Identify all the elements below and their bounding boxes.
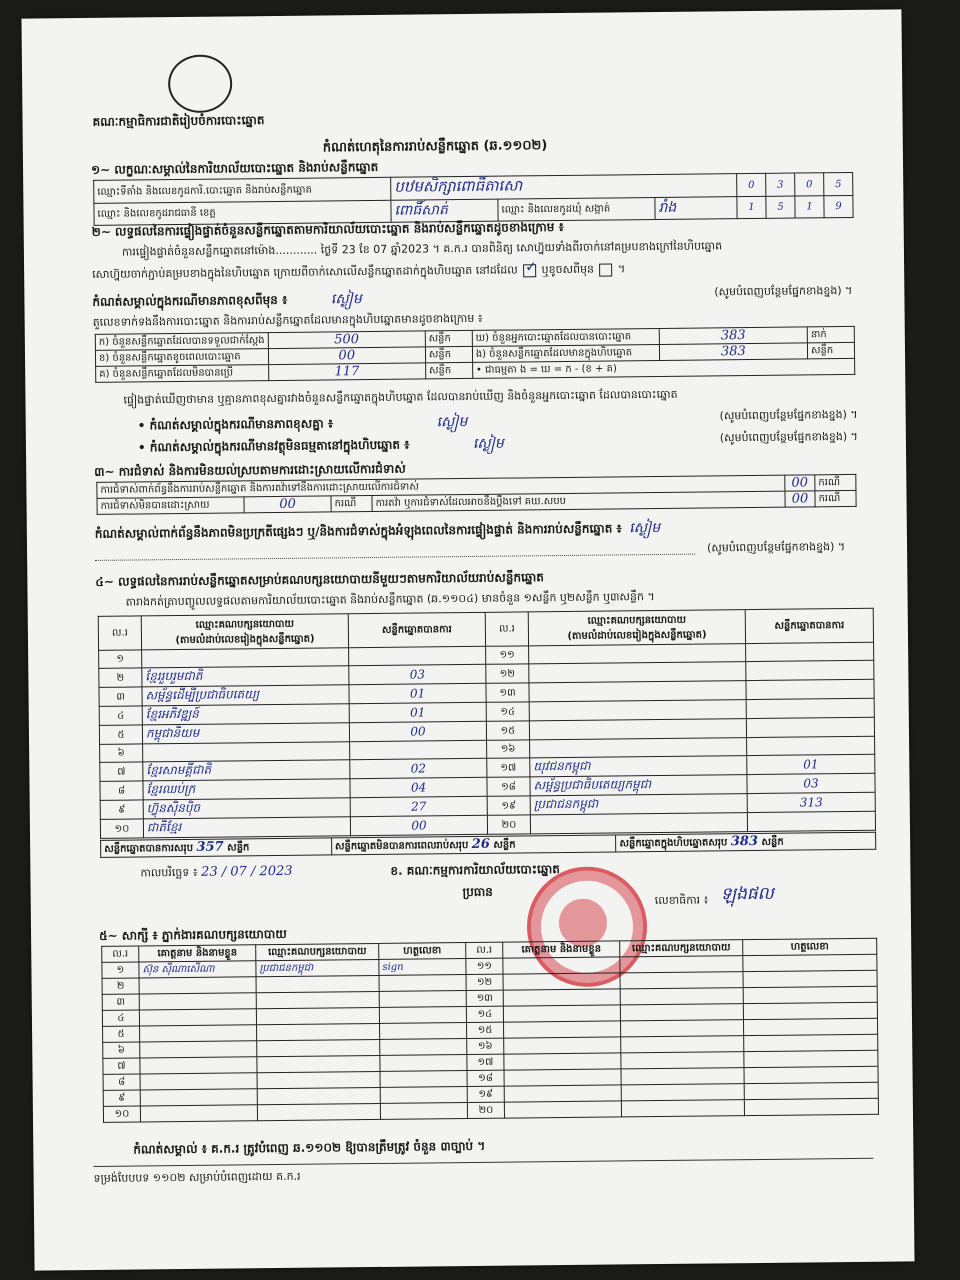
voters-value: 383 [659,327,807,345]
party-name: ខ្មែររួបរួមជាតិ [142,666,349,687]
party-votes [746,717,874,737]
appeal-value: 00 [785,491,815,507]
party-votes: 27 [350,796,487,816]
commune-label: ឈ្មោះ និងលេខកូដឃុំ សង្កាត់ [498,198,655,222]
witness-party [257,1023,380,1040]
witness-name [140,1105,257,1122]
section3-title: ៣~ ការជំទាស់ និងការមិនយល់ស្របតាមការដោះស្រាយលើការជំទាស់ [94,461,406,479]
section5-title: ៥~ សាក្សី ៖ ភ្នាក់ងារគណបក្សនយោបាយ [99,926,287,943]
witness-signature [380,1055,467,1072]
party-name: សម្ព័ន្ធដើម្បីប្រជាធិបតេយ្យ [142,685,349,706]
witness-name [140,1057,257,1074]
party-name: ហ៊្វុនស៊ិនប៉ិច [143,798,350,819]
witness-party [257,1087,380,1104]
section1-title: ១~ លក្ខណៈសម្គាល់នៃការិយាល័យបោះឆ្នោត និងរាប់សន្លឹកឆ្នោត [90,159,379,177]
col-no: ល.រ [102,946,139,962]
witness-signature [743,1002,877,1019]
row-number: ៥ [103,1026,140,1042]
total-valid: សន្លឹកឆ្នោតបានការសរុប 357 សន្លឹក [101,838,332,857]
verification-line1: ការផ្ទៀងផ្ទាត់ចំនួនសន្លឹកឆ្នោតនៅម៉ោង............ ថ្ងៃទី 23 ខែ 07 ឆ្នាំ2023 ។ គ.ក.រ បានពិនិត្យ សោហ្វ៊ុយទាំងពីរចាក់នៅគម្របខាងក្រៅនៃហិបឆ្នោត [121,239,723,259]
party-votes [746,679,874,699]
col-sign: ហត្ថលេខា [379,943,466,960]
province-code-digit: 1 [737,196,766,218]
party-votes: 00 [350,815,487,835]
row-number: ៤ [99,706,142,725]
col-no: ល.រ [98,616,141,650]
row-number: ២ [99,668,142,687]
location-value: បឋមសិក្សាពោធិ៍តាសោ [391,174,737,201]
witness-party [257,1071,380,1088]
party-name: ប្រជាជនកម្ពុជា [530,794,747,815]
witness-party: ប្រជាជនកម្ពុជា [256,959,379,976]
col-party: ឈ្មោះគណបក្សនយោបាយ [256,943,379,960]
party-votes [747,811,875,831]
witness-signature [380,1039,467,1056]
unchanged-checkbox[interactable]: ✓ [523,264,536,277]
row-number: ១៩ [487,796,530,815]
row-number: ៩ [103,1090,140,1106]
difference-note-value: ស្ងៀម [330,291,362,308]
row-number: ១៦ [467,1038,504,1054]
row-number: ២ [102,978,139,994]
unresolved-label: ការជំទាស់មិនបានដោះស្រាយ [97,497,244,515]
appeal-label: ការតវ៉ា ឬការជំទាស់ដែលអាចនឹងប្តឹងទៅ គឃ.សបប [372,491,785,511]
location-code-digit: 5 [824,172,853,195]
results-table [98,608,876,839]
party-votes: 02 [350,758,487,778]
bullet2: • កំណត់សម្គាល់ក្នុងករណីមានវត្ថុមិនធម្មតានៅក្នុងហិបឆ្នោត ៖ ស្ងៀម (សូមបំពេញបន្ថែមផ្នែកខាងខ្នង) ។ [137,429,858,455]
col-party: ឈ្មោះគណបក្សនយោបាយ (តាមលំដាប់លេខរៀងក្នុងសន្លឹកឆ្នោត) [528,610,745,646]
footer-note: កំណត់សម្គាល់ ៖ គ.ក.រ ត្រូវបំពេញ ឆ.១១០២ ឱ្យបានត្រឹមត្រូវ ចំនួន ៣ច្បាប់ ។ [133,1138,486,1157]
row-number: ៨ [103,1074,140,1090]
row-number: ១៥ [486,721,529,740]
irregularity-note: កំណត់សម្គាល់ពាក់ព័ន្ធនឹងភាពមិនប្រក្រតីផ្សេងៗ ឬ/និងការជំទាស់ក្នុងអំឡុងពេលនៃការផ្ទៀងផ្ទាត់ និងការរាប់សន្លឹកឆ្នោត ៖ ស្ងៀម [94,519,661,541]
unit: ករណី [331,495,372,511]
witness-name [504,1069,621,1086]
chair-label: ប្រធាន [462,884,493,900]
witness-name [140,1073,257,1090]
bullet1: • កំណត់សម្គាល់ក្នុងករណីមានភាពខុសគ្នា ៖ ស្ងៀម (សូមបំពេញបន្ថែមផ្នែកខាងខ្នង) ។ [137,407,858,433]
party-name [529,644,746,664]
row-number: ១១ [486,646,529,664]
form-reference: ទម្រង់បែបបទ ១១០២ សម្រាប់បំពេញដោយ គ.ក.រ [93,1169,301,1185]
row-number: ៨ [100,781,143,800]
spoiled-label: ខ) ចំនួនសន្លឹកឆ្នោតខូចពេលបោះឆ្នោត [95,349,268,367]
party-votes: 04 [350,777,487,797]
witness-party [620,1004,743,1021]
changed-checkbox[interactable] [599,263,612,276]
in-box-label: ង) ចំនួនសន្លឹកឆ្នោតដែលមានក្នុងហិបឆ្នោត [472,344,659,362]
witness-party [620,956,743,973]
party-votes: 03 [349,664,486,684]
col-no: ល.រ [485,612,528,646]
results-body [99,642,876,838]
witness-party [256,1007,379,1024]
committee-label: ខ. គណៈកម្មការការិយាល័យបោះឆ្នោត [390,862,560,878]
witness-party [257,1055,380,1072]
party-votes: 03 [747,773,875,793]
voters-label: ឃ) ចំនួនអ្នកបោះឆ្នោតដែលបានបោះឆ្នោត [472,328,659,346]
witness-signature [743,970,877,987]
witness-party [621,1052,744,1069]
irregularity-hint: (សូមបំពេញបន្ថែមផ្នែកខាងខ្នង) ។ [706,540,846,555]
location-code-digit: 0 [737,173,766,196]
witness-party [621,1068,744,1085]
received-value: 500 [268,331,425,349]
date-value: 23 / 07 / 2023 [201,863,293,880]
irregularity-note-value: ស្ងៀម [629,519,661,537]
row-number: ១៣ [466,990,503,1006]
party-votes [350,740,487,759]
witness-name [504,1021,621,1038]
witness-name [140,1025,257,1042]
party-votes: 01 [349,702,486,722]
unit: ករណី [815,490,856,506]
unused-label: គ) ចំនួនសន្លឹកឆ្នោតដែលមិនបានប្រើ [96,365,269,383]
witness-signature [744,1098,878,1115]
witness-party [621,1036,744,1053]
row-number: ៧ [103,1058,140,1074]
row-number: ១ [102,962,139,978]
col-party: ឈ្មោះគណបក្សនយោបាយ (តាមលំដាប់លេខរៀងក្នុងសន្លឹកឆ្នោត) [141,614,348,650]
unit: នាក់ [807,326,854,342]
party-name [529,662,746,683]
row-number: ៩ [100,800,143,819]
nec-logo [168,54,233,113]
witness-table [101,938,879,1123]
row-number: ១ [99,650,142,668]
total-invalid: សន្លឹកឆ្នោតមិនបានការពេលរាប់សរុប 26 សន្លឹក [331,835,616,855]
col-no: ល.រ [466,942,503,958]
party-name [530,738,747,758]
commune-value: រាំង [655,197,737,220]
location-code-digit: 0 [795,173,824,196]
witness-signature [744,1082,878,1099]
formula: • ជាធម្មតា ង = ឃ = ក - (ខ + គ) [472,358,854,378]
witness-name [504,1085,621,1102]
objections-table [96,474,856,515]
ballot-count-form [21,9,914,1270]
commune-code-digit: 9 [824,195,853,217]
row-number: ៣ [102,994,139,1010]
province-value: ពោធិ៍សាត់ [391,199,498,222]
objections-label: ការជំទាស់ពាក់ព័ន្ធនឹងការរាប់សន្លឹកឆ្នោត និងការតវ៉ាទៅនឹងការដោះស្រាយលើការជំទាស់ [97,475,785,498]
party-votes: 00 [349,721,486,741]
witness-signature [379,975,466,992]
witness-signature: sign [379,959,466,976]
date-line: កាលបរិច្ឆេទ ៖ 23 / 07 / 2023 [140,863,293,880]
witness-signature [744,1050,878,1067]
unit: សន្លឹក [807,342,854,358]
row-number: ១៨ [467,1070,504,1086]
witness-signature [379,991,466,1008]
witness-name [504,1053,621,1070]
witness-name [140,1089,257,1106]
witness-name [504,1101,621,1118]
party-name [529,700,746,721]
party-name [143,742,350,762]
unit: សន្លឹក [425,330,472,346]
row-number: ១៨ [487,777,530,796]
party-name [142,648,349,668]
results-intro: តារាងកត់ត្រាបញ្ចូលលទ្ធផលតាមការិយាល័យបោះឆ្នោត និងរាប់សន្លឹកឆ្នោត (ឆ.១១០៤) មានចំនួន ១សន្លឹក ឬ២សន្លឹក ឬ៣សន្លឹក ។ [125,590,655,609]
party-name: យុវជនកម្ពុជា [530,756,747,777]
row-number: ៤ [102,1010,139,1026]
row-number: ៦ [103,1042,140,1058]
unit: សន្លឹក [425,346,472,362]
row-number: ១៣ [486,683,529,702]
verification-line2: សោហ្វ៊ុយចាក់ភ្ជាប់គម្របខាងក្នុងនៃហិបឆ្នោត ក្រោយពីចាក់សោលើសន្លឹកឆ្នោតដាក់ក្នុងហិបឆ្នោត នៅដដែល ✓ ឬខូចសពីមុន ។ [92,258,626,281]
party-votes [746,642,874,661]
row-number: ១៦ [487,740,530,758]
witness-signature [744,1066,878,1083]
section1-table [93,172,853,226]
location-code-digit: 3 [766,173,795,196]
witness-party [257,1103,380,1120]
row-number: ៦ [100,744,143,762]
party-name: ជាតិខ្មែរ [143,817,350,838]
party-votes [747,736,875,755]
row-number: ១៧ [487,758,530,777]
witness-name [503,973,620,990]
institution-name: គណៈកម្មាធិការជាតិរៀបចំការបោះឆ្នោត [92,113,265,129]
row-number: ១១ [466,958,503,974]
witness-signature [380,1103,467,1120]
witness-name [139,993,256,1010]
spoiled-value: 00 [268,347,425,365]
row-number: ១២ [486,664,529,683]
row-number: ១៤ [466,1006,503,1022]
witness-party [256,991,379,1008]
row-number: ១២ [466,974,503,990]
party-name [529,681,746,702]
col-votes: សន្លឹកឆ្នោតបានការ [745,608,873,643]
witness-name [139,1009,256,1026]
party-votes: 313 [747,792,875,812]
party-name: ខ្មែរសាមគ្គីជាតិ [143,760,350,781]
row-number: ៥ [99,725,142,744]
witness-signature [380,1071,467,1088]
witness-name [503,989,620,1006]
irregularity-line [95,542,695,561]
party-name [530,813,747,834]
col-name: គោត្តនាម និងនាមខ្លួន [503,941,620,958]
bullet1-value: ស្ងៀម [436,413,468,431]
witness-party [621,1084,744,1101]
party-name: ខ្មែរឈប់ក្រ [143,779,350,800]
location-label: ឈ្មោះទីតាំង និងលេខកូដការិ.បោះឆ្នោត និងរាប់សន្លឹកឆ្នោត [94,177,391,203]
witness-name [503,1005,620,1022]
row-number: ១០ [100,819,143,838]
secretary-label: លេខាធិការ ៖ [654,893,709,908]
party-name: កម្ពុជានិយម [142,723,349,744]
row-number: ១៤ [486,702,529,721]
figures-table [95,326,855,383]
witness-party [620,972,743,989]
party-name: សម្ព័ន្ធប្រជាធិបតេយ្យកម្ពុជា [530,775,747,796]
row-number: ១៧ [467,1054,504,1070]
row-number: ១០ [103,1106,140,1122]
witness-signature [743,986,877,1003]
witness-name: ស៊ុន ស៊ីណាសេីណា [139,961,256,978]
consistency-line: ផ្ទៀងផ្ទាត់ឃើញថាមាន ឬគ្មានភាពខុសគ្នារវាងចំនួនសន្លឹកឆ្នោតក្នុងហិបឆ្នោត ដែលបានរាប់ឃើញ និងចំនួនអ្នកបោះឆ្នោត ដែលបានបោះឆ្នោត [123,387,678,407]
province-code-digit: 5 [766,196,795,218]
row-number: ២០ [487,815,530,834]
difference-note: កំណត់សម្គាល់ក្នុងករណីមានភាពខុសពីមុន ៖ ស្ងៀម (សូមបំពេញបន្ថែមផ្នែកខាងខ្នង) ។ [92,283,853,309]
witness-signature [743,1018,877,1035]
witness-signature [380,1023,467,1040]
party-votes [746,660,874,680]
section2-title: ២~ លទ្ធផលនៃការផ្ទៀងផ្ទាត់ចំនួនសន្លឹកឆ្នោតតាមការិយាល័យបោះឆ្នោត និងរាប់សន្លឹកឆ្នោតដូចខាងក្រោម ៖ [91,219,564,239]
col-votes: សន្លឹកឆ្នោតបានការ [348,612,485,647]
unit: ករណី [815,474,856,490]
secretary-name: ឡុងផល [720,883,774,905]
party-votes [349,646,486,665]
unresolved-value: 00 [244,496,331,513]
party-votes [746,698,874,718]
party-name [529,719,746,740]
section4-title: ៤~ លទ្ធផលនៃការរាប់សន្លឹកឆ្នោតសម្រាប់គណបក្សនយោបាយនីមួយៗតាមការិយាល័យរាប់សន្លឹកឆ្នោត [95,570,544,589]
bullet2-value: ស្ងៀម [472,435,504,452]
witness-party [256,975,379,992]
witness-signature [743,954,877,971]
witness-party [621,1100,744,1117]
row-number: ១៩ [467,1086,504,1102]
witness-party [620,988,743,1005]
party-votes: 01 [747,754,875,774]
witness-party [620,1020,743,1037]
figures-intro: តួលេខទាក់ទងនឹងការបោះឆ្នោត និងការរាប់សន្លឹកឆ្នោតដែលមានក្នុងហិបឆ្នោតមានដូចខាងក្រោម ៖ [92,311,483,329]
witness-body [102,954,879,1122]
row-number: ៧ [100,762,143,781]
row-number: ៣ [99,687,142,706]
col-party: ឈ្មោះគណបក្សនយោបាយ [620,940,743,957]
witness-signature [379,1007,466,1024]
footer-divider [93,1158,873,1167]
commune-code-digit: 1 [795,196,824,218]
witness-signature [744,1034,878,1051]
witness-name [139,977,256,994]
form-title: កំណត់ហេតុនៃការរាប់សន្លឹកឆ្នោត (ឆ.១១០២) [322,138,548,156]
col-name: គោត្តនាម និងនាមខ្លួន [139,945,256,962]
unused-value: 117 [268,363,425,381]
witness-name [503,957,620,974]
objections-value: 00 [785,475,815,491]
witness-name [140,1041,257,1058]
total-in-box: សន្លឹកឆ្នោតក្នុងហិបឆ្នោតសរុប 383 សន្លឹក [616,832,876,852]
witness-party [257,1039,380,1056]
in-box-value: 383 [659,343,807,361]
received-label: ក) ចំនួនសន្លឹកឆ្នោតដែលបានទទួលជាក់ស្តែង [95,333,268,351]
col-sign: ហត្ថលេខា [743,938,877,955]
witness-signature [380,1087,467,1104]
witness-name [504,1037,621,1054]
row-number: ២០ [467,1102,504,1118]
party-votes: 01 [349,683,486,703]
unit: សន្លឹក [425,362,472,378]
row-number: ១៥ [467,1022,504,1038]
party-name: ខ្មែរអភិវឌ្ឍន៍ [142,704,349,725]
province-label: ឈ្មោះ និងលេខកូដរាជធានី ខេត្ត [94,200,391,225]
